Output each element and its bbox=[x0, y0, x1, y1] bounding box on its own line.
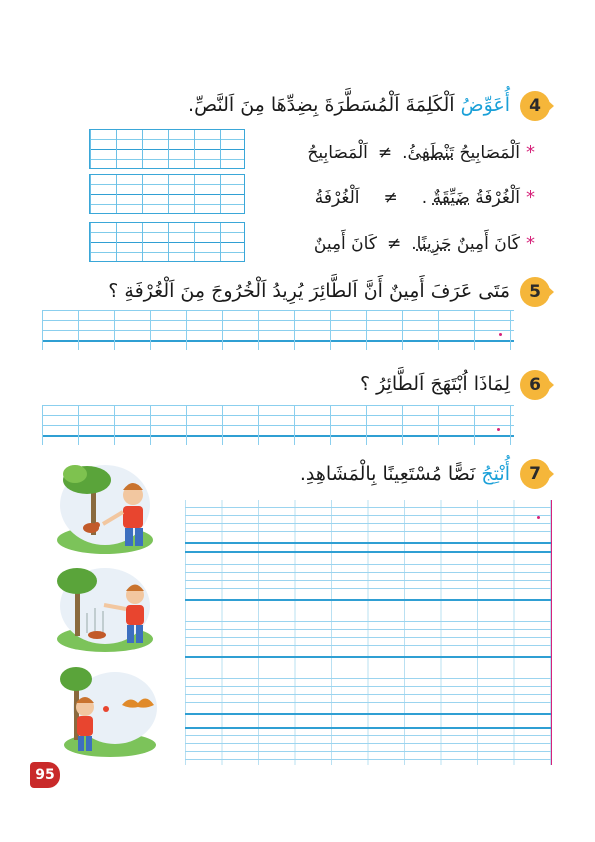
question-7-verb: أُنْتِجُ bbox=[481, 463, 510, 485]
answer-lines-q6[interactable] bbox=[42, 405, 514, 445]
answer-box-1[interactable] bbox=[89, 129, 245, 169]
item-1-punct: . bbox=[402, 143, 408, 163]
question-5-text: مَتَى عَرَفَ أَمِينٌ أَنَّ اَلطَّائِرَ يُرِيدُ اَلْخُرُوجَ مِنَ اَلْغُرْفَةِ ؟ bbox=[108, 280, 510, 302]
question-5-badge: 5 bbox=[520, 277, 550, 307]
question-7-badge: 7 bbox=[520, 459, 550, 489]
bullet-icon: * bbox=[526, 187, 535, 208]
item-1-sentence: اَلْمَصَابِيحُ bbox=[454, 143, 520, 163]
margin-dot bbox=[537, 516, 540, 519]
item-2-punct: . bbox=[421, 188, 433, 208]
bullet-icon: * bbox=[526, 233, 535, 254]
question-4-instruction: اَلْكَلِمَةَ اَلْمُسَطَّرَةَ بِضِدِّهَا مِنَ اَلنَّصِّ. bbox=[188, 94, 461, 116]
question-7-text bbox=[300, 461, 510, 487]
not-equal-icon: ≠ bbox=[383, 188, 398, 208]
item-2-answer-prefix: اَلْغُرْفَةُ bbox=[314, 188, 360, 208]
bullet-icon: * bbox=[526, 142, 535, 163]
question-4-badge: 4 bbox=[520, 91, 550, 121]
page-number-badge: 95 bbox=[30, 762, 60, 788]
item-2-sentence: اَلْغُرْفَةُ bbox=[469, 188, 520, 208]
question-4-verb: أُعَوِّضُ bbox=[460, 94, 510, 116]
q4-item-2 bbox=[315, 186, 535, 210]
margin-dot bbox=[497, 428, 500, 431]
margin-dot bbox=[499, 333, 502, 336]
question-6-badge: 6 bbox=[520, 370, 550, 400]
item-3-punct: . bbox=[411, 234, 417, 254]
item-3-sentence: كَانَ أَمِينٌ bbox=[451, 234, 520, 254]
scene-boy-feeding-bird bbox=[55, 460, 155, 555]
item-3-underlined-word: حَزِينًا bbox=[416, 234, 452, 254]
question-7-instruction: نَصًّا مُسْتَعِينًا بِالْمَشَاهِدِ. bbox=[299, 463, 482, 485]
item-1-answer-prefix: اَلْمَصَابِيحُ bbox=[307, 143, 368, 163]
question-6-text: لِمَاذَا اُبْتَهَجَ اَلطَّائِرُ ؟ bbox=[359, 373, 510, 395]
item-2-underlined-word: ضَيِّقَةٌ bbox=[432, 188, 470, 208]
not-equal-icon: ≠ bbox=[386, 234, 402, 254]
not-equal-icon: ≠ bbox=[377, 143, 393, 163]
answer-box-3[interactable] bbox=[89, 222, 245, 262]
scene-boy-watching-bird-fly bbox=[60, 663, 160, 758]
answer-box-2[interactable] bbox=[89, 174, 245, 214]
question-4-text bbox=[188, 92, 510, 118]
writing-grid-q7[interactable] bbox=[185, 500, 552, 765]
q4-item-1 bbox=[307, 141, 535, 165]
item-3-answer-prefix: كَانَ أَمِينٌ bbox=[313, 234, 377, 254]
grid-baseline bbox=[185, 727, 551, 729]
grid-baseline bbox=[185, 551, 551, 553]
scene-boy-pointing-at-bird bbox=[55, 563, 155, 653]
answer-lines-q5[interactable] bbox=[42, 310, 514, 350]
item-1-underlined-word: تَنْطَفِئُ bbox=[407, 143, 455, 163]
q4-item-3 bbox=[314, 232, 535, 256]
